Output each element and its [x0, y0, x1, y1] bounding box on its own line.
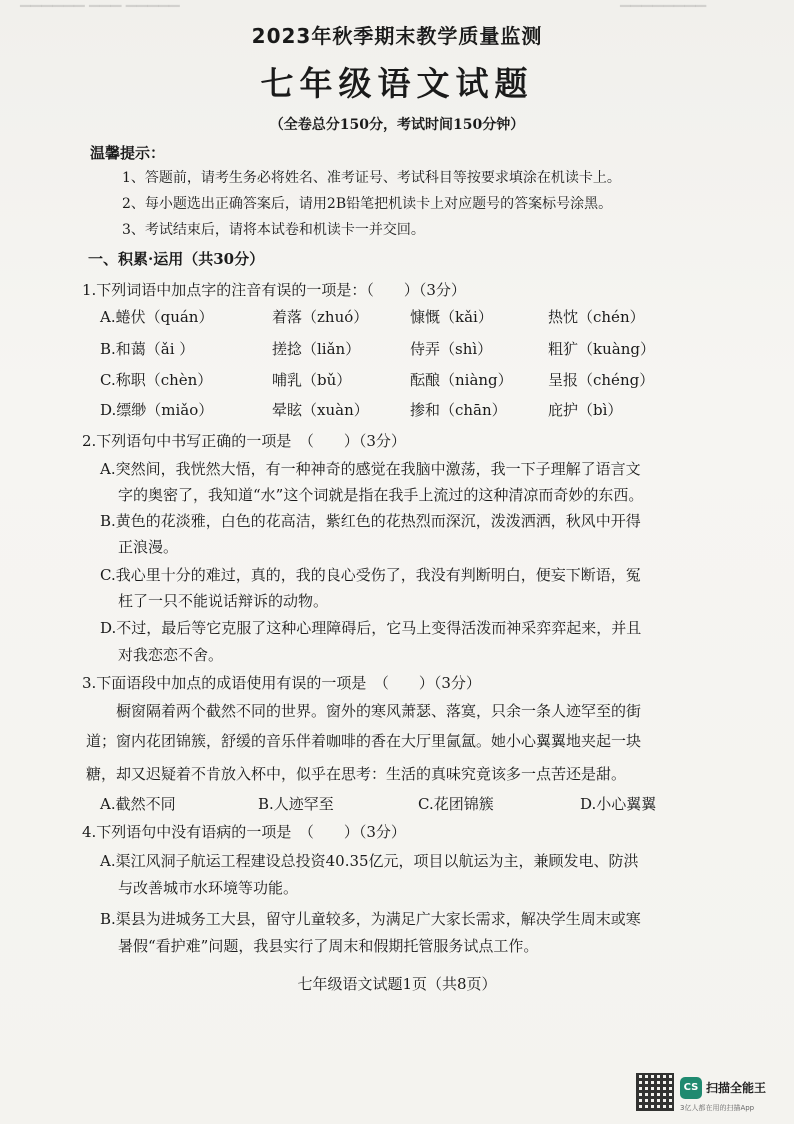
q2-line: 对我恋恋不舍。 — [118, 646, 224, 664]
q1-option: 热忱（chén） — [548, 308, 645, 326]
q3-option: C.花团锦簇 — [418, 795, 494, 813]
bleed-through-text: ▔▔▔▔▔▔ ▔▔▔ ▔▔▔▔▔ — [20, 6, 180, 22]
qr-code-icon — [636, 1073, 674, 1111]
camscanner-logo-icon: CS — [680, 1077, 702, 1099]
q3-option: A.截然不同 — [100, 795, 176, 813]
q3-passage-line: 道；窗内花团锦簇，舒缓的音乐伴着咖啡的香在大厅里氤氲。她小心翼翼地夹起一块 — [86, 732, 642, 750]
q1-option: A.蜷伏（quán） — [100, 308, 214, 326]
q3-option: B.人迹罕至 — [258, 795, 334, 813]
q3-passage-line: 糖，却又迟疑着不肯放入杯中，似乎在思考：生活的真味究竟该多一点苦还是甜。 — [86, 765, 627, 783]
q2-line: 枉了一只不能说话辩诉的动物。 — [118, 592, 329, 610]
q2-line: 正浪漫。 — [118, 538, 179, 556]
exam-title-line1: 2023年秋季期末教学质量监测 — [251, 24, 543, 48]
q1-option: D.缥缈（miǎo） — [100, 401, 214, 419]
q1-option: B.和蔼（ǎi ） — [100, 340, 195, 358]
q1-option: 酝酿（niàng） — [410, 371, 513, 389]
q1-option: 晕眩（xuàn） — [272, 401, 369, 419]
question-2-stem: 2.下列语句中书写正确的一项是 （ ）（3分） — [82, 432, 406, 450]
q1-option: 搓捻（liǎn） — [272, 340, 361, 358]
page-footer: 七年级语文试题1页（共8页） — [297, 975, 497, 993]
question-3-stem: 3.下面语段中加点的成语使用有误的一项是 （ ）（3分） — [82, 674, 481, 692]
q3-option: D.小心翼翼 — [580, 795, 657, 813]
notice-item: 1、答题前，请考生务必将姓名、准考证号、考试科目等按要求填涂在机读卡上。 — [122, 170, 621, 186]
exam-subtitle: （全卷总分150分，考试时间150分钟） — [269, 117, 525, 133]
q4-line: 与改善城市水环境等功能。 — [118, 879, 299, 897]
question-1-stem: 1.下列词语中加点字的注音有误的一项是：（ ）（3分） — [82, 281, 466, 299]
scanner-app-name: 扫描全能王 — [706, 1081, 767, 1095]
notice-heading: 温馨提示： — [90, 144, 166, 162]
q1-option: 侍弄（shì） — [410, 340, 493, 358]
q3-passage-line: 橱窗隔着两个截然不同的世界。窗外的寒风萧瑟、落寞，只余一条人迹罕至的街 — [116, 702, 642, 720]
q1-option: 粗犷（kuàng） — [548, 340, 655, 358]
q1-option: 掺和（chān） — [410, 401, 507, 419]
q2-line: B.黄色的花淡雅，白色的花高洁，紫红色的花热烈而深沉，泼泼洒洒，秋风中开得 — [100, 512, 641, 530]
q1-option: 哺乳（bǔ） — [272, 371, 352, 389]
q1-option: 慷慨（kǎi） — [410, 308, 493, 326]
q1-option: 庇护（bì） — [548, 401, 623, 419]
q1-option: 呈报（chéng） — [548, 371, 655, 389]
section-heading: 一、积累·运用（共30分） — [88, 250, 265, 268]
notice-item: 3、考试结束后，请将本试卷和机读卡一并交回。 — [122, 222, 425, 238]
exam-title-line2: 七年级语文试题 — [260, 64, 534, 103]
scanner-tagline: 3亿人都在用的扫描App — [680, 1104, 755, 1112]
q2-line: 字的奥密了，我知道“水”这个词就是指在我手上流过的这种清凉而奇妙的东西。 — [118, 486, 644, 504]
q4-line: B.渠县为进城务工大县，留守儿童较多，为满足广大家长需求，解决学生周末或寒 — [100, 910, 641, 928]
scanner-watermark — [636, 1071, 794, 1121]
q4-line: 暑假“看护难”问题，我县实行了周末和假期托管服务试点工作。 — [118, 937, 539, 955]
notice-item: 2、每小题选出正确答案后，请用2B铅笔把机读卡上对应题号的答案标号涂黑。 — [122, 196, 613, 212]
bleed-through-text: ▔▔▔▔▔▔▔▔ — [620, 6, 707, 22]
q1-option: 着落（zhuó） — [272, 308, 369, 326]
q4-line: A.渠江风洞子航运工程建设总投资40.35亿元，项目以航运为主，兼顾发电、防洪 — [100, 852, 639, 870]
q2-line: A.突然间，我恍然大悟，有一种神奇的感觉在我脑中激荡，我一下子理解了语言文 — [100, 460, 641, 478]
q1-option: C.称职（chèn） — [100, 371, 213, 389]
q2-line: C.我心里十分的难过，真的，我的良心受伤了，我没有判断明白，便妄下断语，冤 — [100, 566, 641, 584]
q2-line: D.不过，最后等它克服了这种心理障碍后，它马上变得活泼而神采弈弈起来，并且 — [100, 619, 642, 637]
question-4-stem: 4.下列语句中没有语病的一项是 （ ）（3分） — [82, 823, 406, 841]
